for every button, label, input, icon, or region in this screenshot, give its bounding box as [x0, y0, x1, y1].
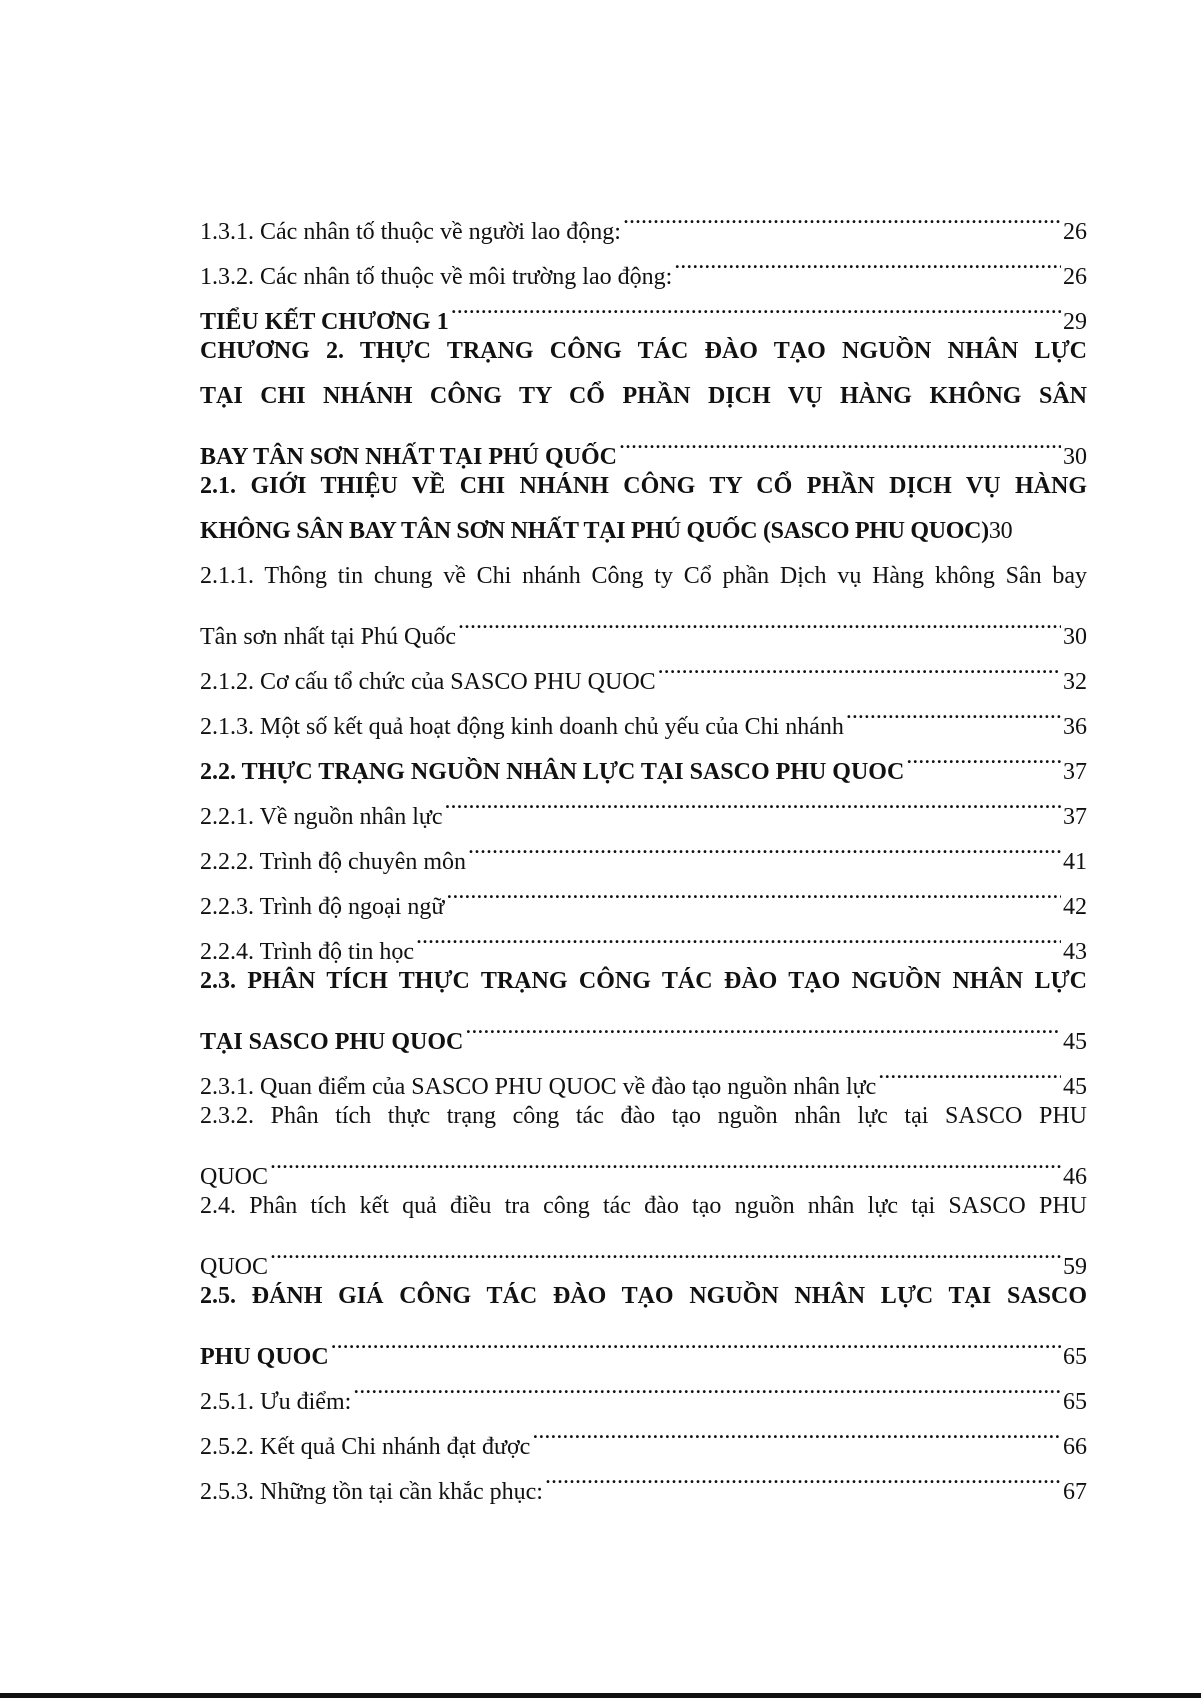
toc-page-number: 45 [1063, 1029, 1087, 1055]
toc-entry-continued-line[interactable]: 2.1. GIỚI THIỆU VỀ CHI NHÁNH CÔNG TY CỔ PHẦN DỊCH VỤ HÀNG [200, 473, 1087, 499]
toc-page-number: 66 [1063, 1434, 1087, 1460]
toc-entry-title: 2.2. THỰC TRẠNG NGUỒN NHÂN LỰC TẠI SASCO PHU QUOC [200, 759, 905, 785]
toc-entry-title: Tân sơn nhất tại Phú Quốc [200, 624, 456, 650]
toc-page-number: 30 [1063, 624, 1087, 650]
toc-page-number: 59 [1063, 1254, 1087, 1280]
toc-entry-continued-line[interactable]: 2.3. PHÂN TÍCH THỰC TRẠNG CÔNG TÁC ĐÀO TẠO NGUỒN NHÂN LỰC [200, 968, 1087, 994]
toc-entry-title: 2.1.2. Cơ cấu tổ chức của SASCO PHU QUOC [200, 669, 656, 695]
toc-entry[interactable] [200, 1364, 1087, 1415]
toc-page-number: 30 [988, 518, 1013, 544]
toc-leader-dots [458, 599, 1061, 644]
toc-leader-dots [468, 824, 1061, 869]
toc-leader-dots [545, 1454, 1061, 1499]
toc-entry-title: 2.2.1. Về nguồn nhân lực [200, 804, 443, 830]
toc-page-number: 37 [1063, 804, 1087, 830]
toc-leader-dots [446, 869, 1061, 914]
toc-page-number: 29 [1063, 309, 1087, 335]
toc-entry-continued-line[interactable]: 2.4. Phân tích kết quả điều tra công tác đào tạo nguồn nhân lực tại SASCO PHU [200, 1193, 1087, 1219]
toc-leader-dots [906, 734, 1061, 779]
toc-leader-dots [619, 419, 1061, 464]
toc-entry-continued-line[interactable]: 2.3.2. Phân tích thực trạng công tác đào tạo nguồn nhân lực tại SASCO PHU [200, 1103, 1087, 1129]
toc-entry[interactable] [200, 509, 1087, 554]
toc-page-number: 41 [1063, 849, 1087, 875]
toc-leader-dots [878, 1049, 1061, 1094]
toc-page-number: 43 [1063, 939, 1087, 965]
toc-entry-continued-line[interactable]: 2.5. ĐÁNH GIÁ CÔNG TÁC ĐÀO TẠO NGUỒN NHÂN LỰC TẠI SASCO [200, 1283, 1087, 1309]
toc-entry-title: 2.1.3. Một số kết quả hoạt động kinh doanh chủ yếu của Chi nhánh [200, 714, 844, 740]
toc-page-number: 26 [1063, 219, 1087, 245]
toc-entry[interactable] [200, 1004, 1087, 1055]
toc-entry[interactable] [200, 1229, 1087, 1280]
toc-page-number: 42 [1063, 894, 1087, 920]
toc-leader-dots [445, 779, 1061, 824]
toc-leader-dots [465, 1004, 1061, 1049]
toc-entry[interactable] [200, 599, 1087, 650]
page-bottom-border [0, 1693, 1201, 1698]
toc-entry-title: TẠI SASCO PHU QUOC [200, 1029, 464, 1055]
toc-entry-continued-line[interactable]: CHƯƠNG 2. THỰC TRẠNG CÔNG TÁC ĐÀO TẠO NGUỒN NHÂN LỰC [200, 338, 1087, 364]
toc-page-number: 37 [1063, 759, 1087, 785]
toc-page-number: 26 [1063, 264, 1087, 290]
toc-leader-dots [846, 689, 1061, 734]
toc-entry-title: PHU QUOC [200, 1344, 329, 1370]
toc-entry[interactable] [200, 194, 1087, 245]
toc-page-number: 30 [1063, 444, 1087, 470]
toc-page-number: 32 [1063, 669, 1087, 695]
toc-page-number: 46 [1063, 1164, 1087, 1190]
toc-entry-title: 2.5.3. Những tồn tại cần khắc phục: [200, 1479, 543, 1505]
toc-entry-title: 1.3.1. Các nhân tố thuộc về người lao động: [200, 219, 621, 245]
toc-entry-title: 2.5.2. Kết quả Chi nhánh đạt được [200, 1434, 531, 1460]
toc-leader-dots [451, 284, 1061, 329]
toc-leader-dots [331, 1319, 1061, 1364]
toc-entry[interactable] [200, 1319, 1087, 1370]
toc-entry-title: 1.3.2. Các nhân tố thuộc về môi trường lao động: [200, 264, 673, 290]
toc-entry-continued-line[interactable]: TẠI CHI NHÁNH CÔNG TY CỔ PHẦN DỊCH VỤ HÀNG KHÔNG SÂN [200, 383, 1087, 409]
toc-page-number: 36 [1063, 714, 1087, 740]
toc-page-number: 45 [1063, 1074, 1087, 1100]
toc-page-number: 67 [1063, 1479, 1087, 1505]
toc-entry-title: BAY TÂN SƠN NHẤT TẠI PHÚ QUỐC [200, 444, 617, 470]
toc-entry-title: QUOC [200, 1254, 269, 1280]
toc-entry[interactable] [200, 419, 1087, 470]
toc-entry-title: 2.2.2. Trình độ chuyên môn [200, 849, 467, 875]
table-of-contents [200, 194, 1087, 1505]
toc-leader-dots [353, 1364, 1061, 1409]
toc-entry-title: KHÔNG SÂN BAY TÂN SƠN NHẤT TẠI PHÚ QUỐC (SASCO PHU QUOC) [200, 518, 989, 544]
toc-entry-title: 2.5.1. Ưu điểm: [200, 1389, 352, 1415]
toc-leader-dots [674, 239, 1061, 284]
toc-leader-dots [270, 1139, 1061, 1184]
toc-page-number: 65 [1063, 1389, 1087, 1415]
toc-entry-title: 2.3.1. Quan điểm của SASCO PHU QUOC về đào tạo nguồn nhân lực [200, 1074, 877, 1100]
toc-entry-title: QUOC [200, 1164, 269, 1190]
toc-entry-title: TIỂU KẾT CHƯƠNG 1 [200, 309, 449, 335]
toc-entry-title: 2.2.4. Trình độ tin học [200, 939, 415, 965]
toc-entry-title: 2.2.3. Trình độ ngoại ngữ [200, 894, 445, 920]
toc-entry-continued-line[interactable]: 2.1.1. Thông tin chung về Chi nhánh Công ty Cổ phần Dịch vụ Hàng không Sân bay [200, 563, 1087, 589]
toc-leader-dots [416, 914, 1061, 959]
toc-leader-dots [658, 644, 1061, 689]
toc-leader-dots [623, 194, 1061, 239]
toc-entry[interactable] [200, 1139, 1087, 1190]
toc-leader-dots [532, 1409, 1061, 1454]
toc-page-number: 65 [1063, 1344, 1087, 1370]
toc-leader-dots [270, 1229, 1061, 1274]
